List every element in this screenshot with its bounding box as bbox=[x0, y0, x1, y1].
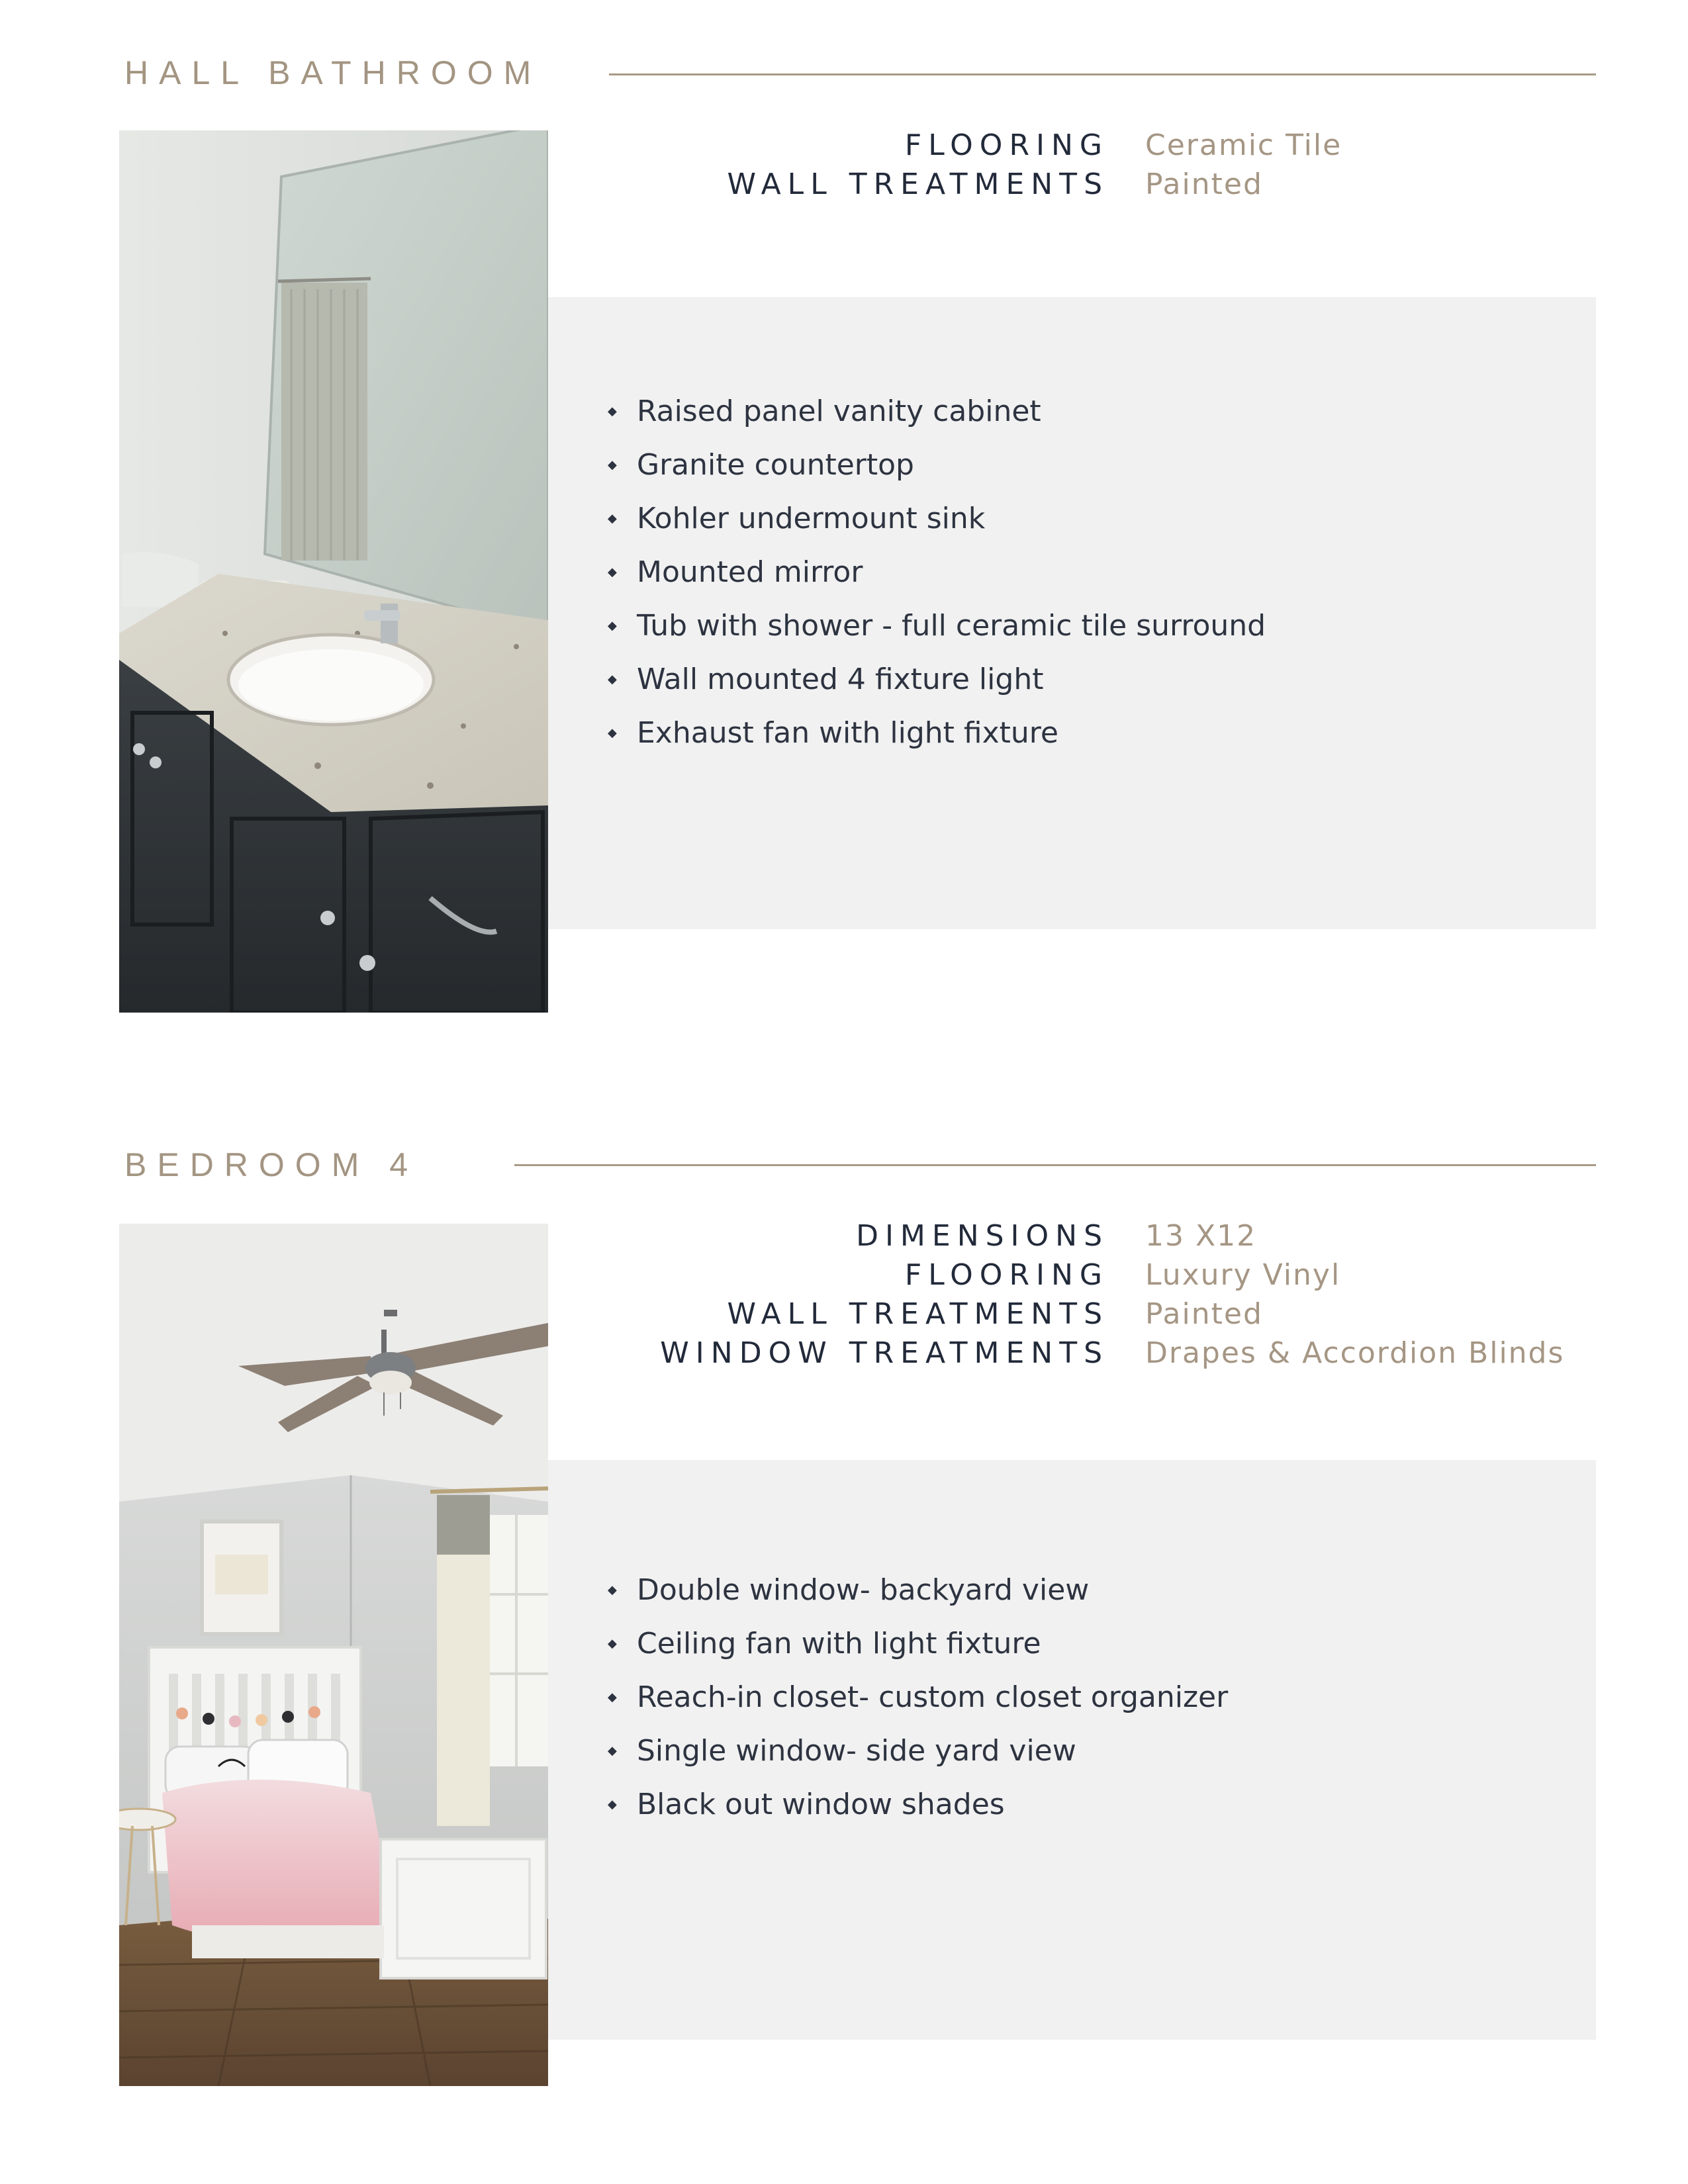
bedroom-section-title: BEDROOM 4 bbox=[124, 1146, 419, 1183]
feature-text: Double window- backyard view bbox=[637, 1573, 1090, 1607]
list-item bbox=[608, 492, 1266, 545]
feature-text: Reach-in closet- custom closet organizer bbox=[637, 1680, 1229, 1714]
diamond-bullet-icon: ◆ bbox=[608, 726, 617, 740]
list-item bbox=[608, 438, 1266, 492]
list-item bbox=[608, 1778, 1228, 1831]
spec-row-wall-treatments bbox=[463, 1295, 1688, 1334]
feature-text: Kohler undermount sink bbox=[637, 502, 986, 535]
list-item bbox=[608, 1724, 1228, 1778]
spec-row-wall-treatments bbox=[463, 165, 1688, 204]
spec-label: DIMENSIONS bbox=[856, 1219, 1109, 1253]
diamond-bullet-icon: ◆ bbox=[608, 1797, 617, 1811]
feature-text: Granite countertop bbox=[637, 448, 914, 482]
feature-text: Exhaust fan with light fixture bbox=[637, 716, 1058, 750]
spec-value: 13 X12 bbox=[1145, 1219, 1257, 1253]
diamond-bullet-icon: ◆ bbox=[608, 1583, 617, 1597]
spec-label: WALL TREATMENTS bbox=[727, 1297, 1109, 1331]
feature-text: Raised panel vanity cabinet bbox=[637, 394, 1041, 428]
spec-row-window-treatments bbox=[463, 1334, 1688, 1373]
bedroom-features-list bbox=[608, 1563, 1228, 1831]
diamond-bullet-icon: ◆ bbox=[608, 619, 617, 633]
list-item bbox=[608, 1563, 1228, 1617]
spec-label: WINDOW TREATMENTS bbox=[660, 1336, 1109, 1370]
feature-text: Single window- side yard view bbox=[637, 1734, 1076, 1768]
bathroom-features-list bbox=[608, 385, 1266, 760]
spec-row-dimensions bbox=[463, 1216, 1688, 1255]
diamond-bullet-icon: ◆ bbox=[608, 1690, 617, 1704]
diamond-bullet-icon: ◆ bbox=[608, 1637, 617, 1651]
diamond-bullet-icon: ◆ bbox=[608, 404, 617, 418]
bedroom-title-divider bbox=[514, 1164, 1596, 1166]
diamond-bullet-icon: ◆ bbox=[608, 565, 617, 579]
list-item bbox=[608, 653, 1266, 706]
spec-value: Drapes & Accordion Blinds bbox=[1145, 1336, 1565, 1370]
list-item bbox=[608, 599, 1266, 653]
list-item bbox=[608, 706, 1266, 760]
spec-value: Painted bbox=[1145, 167, 1263, 201]
feature-text: Tub with shower - full ceramic tile surround bbox=[637, 609, 1266, 643]
list-item bbox=[608, 1670, 1228, 1724]
bathroom-specs bbox=[463, 126, 1688, 204]
feature-text: Ceiling fan with light fixture bbox=[637, 1627, 1041, 1661]
diamond-bullet-icon: ◆ bbox=[608, 672, 617, 686]
feature-text: Wall mounted 4 fixture light bbox=[637, 662, 1044, 696]
list-item bbox=[608, 1617, 1228, 1670]
spec-label: FLOORING bbox=[904, 128, 1109, 162]
spec-value: Ceramic Tile bbox=[1145, 128, 1342, 162]
feature-text: Mounted mirror bbox=[637, 555, 863, 589]
diamond-bullet-icon: ◆ bbox=[608, 512, 617, 525]
spec-label: FLOORING bbox=[904, 1258, 1109, 1292]
bathroom-section-title: HALL BATHROOM bbox=[124, 54, 542, 91]
list-item bbox=[608, 385, 1266, 438]
spec-value: Luxury Vinyl bbox=[1145, 1258, 1341, 1292]
list-item bbox=[608, 545, 1266, 599]
spec-row-flooring bbox=[463, 126, 1688, 165]
bathroom-photo bbox=[119, 130, 548, 1013]
bathroom-title-divider bbox=[609, 73, 1596, 75]
spec-label: WALL TREATMENTS bbox=[727, 167, 1109, 201]
spec-row-flooring bbox=[463, 1255, 1688, 1295]
feature-text: Black out window shades bbox=[637, 1788, 1005, 1821]
diamond-bullet-icon: ◆ bbox=[608, 1744, 617, 1758]
diamond-bullet-icon: ◆ bbox=[608, 458, 617, 472]
bedroom-specs bbox=[463, 1216, 1688, 1373]
spec-value: Painted bbox=[1145, 1297, 1263, 1331]
